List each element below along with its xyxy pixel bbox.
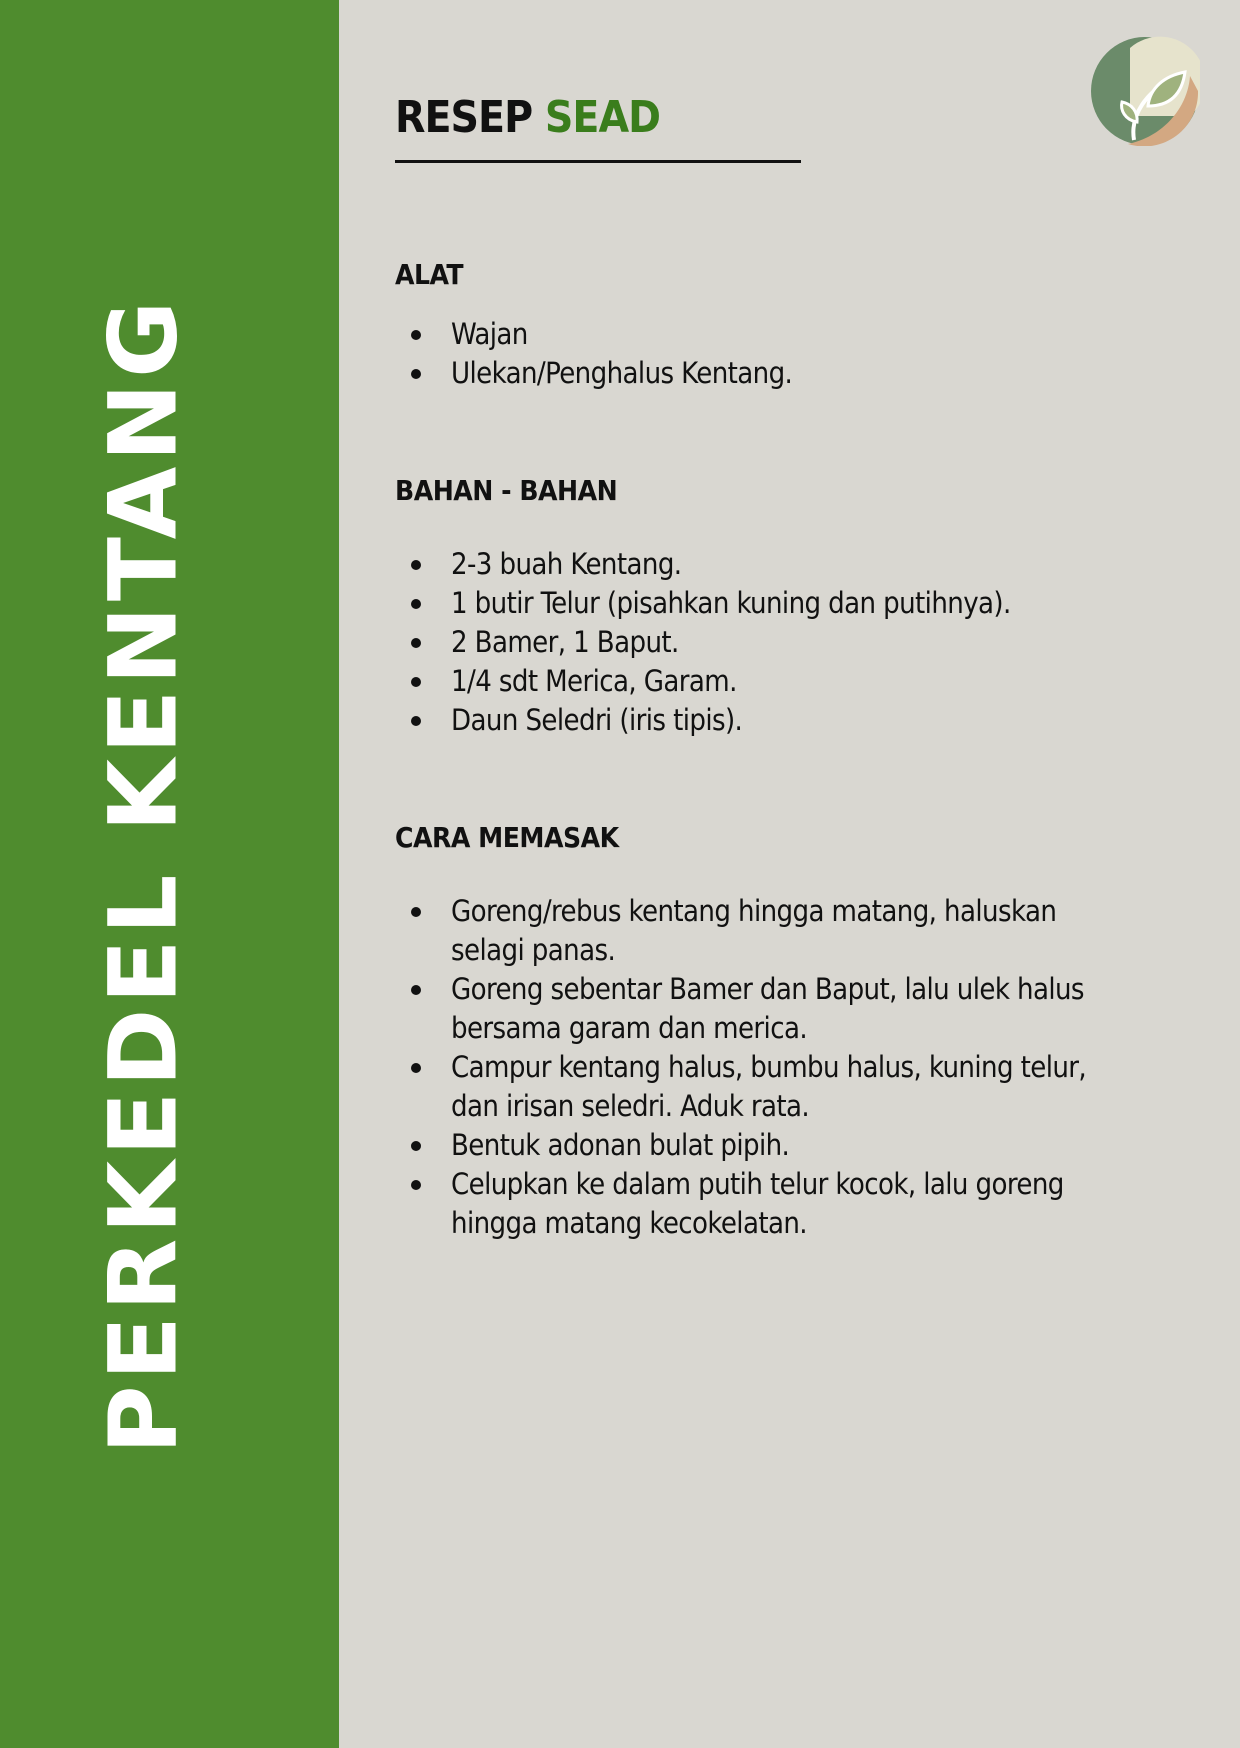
tools-heading: ALAT: [395, 258, 464, 291]
list-item: Goreng/rebus kentang hingga matang, haluskan selagi panas.: [395, 892, 1115, 970]
recipe-title: PERKEDEL KENTANG: [89, 295, 199, 1455]
list-item: 2 Bamer, 1 Baput.: [395, 623, 1115, 662]
list-item: Campur kentang halus, bumbu halus, kuning telur, dan irisan seledri. Aduk rata.: [395, 1048, 1115, 1126]
ingredients-heading: BAHAN - BAHAN: [395, 474, 618, 507]
tools-section: [395, 255, 1115, 393]
brand-heading: [395, 88, 801, 163]
sidebar-panel: [0, 0, 339, 1748]
list-item: Bentuk adonan bulat pipih.: [395, 1126, 1115, 1165]
list-item: Celupkan ke dalam putih telur kocok, lalu goreng hingga matang kecokelatan.: [395, 1165, 1115, 1243]
list-item: Wajan: [395, 315, 1115, 354]
list-item: Goreng sebentar Bamer dan Baput, lalu ulek halus bersama garam dan merica.: [395, 970, 1115, 1048]
list-item: 2-3 buah Kentang.: [395, 545, 1115, 584]
leaf-logo-icon: [1090, 36, 1200, 146]
method-heading: CARA MEMASAK: [395, 821, 619, 854]
tools-list: [395, 315, 1115, 393]
list-item: 1/4 sdt Merica, Garam.: [395, 662, 1115, 701]
ingredients-list: [395, 545, 1115, 740]
recipe-content: [395, 255, 1115, 1243]
ingredients-section: [395, 471, 1115, 740]
list-item: Ulekan/Penghalus Kentang.: [395, 354, 1115, 393]
list-item: 1 butir Telur (pisahkan kuning dan putihnya).: [395, 584, 1115, 623]
method-list: [395, 892, 1115, 1243]
list-item: Daun Seledri (iris tipis).: [395, 701, 1115, 740]
brand-part-resep: RESEP: [395, 92, 533, 143]
brand-part-sead: SEAD: [544, 92, 660, 143]
method-section: [395, 818, 1115, 1243]
